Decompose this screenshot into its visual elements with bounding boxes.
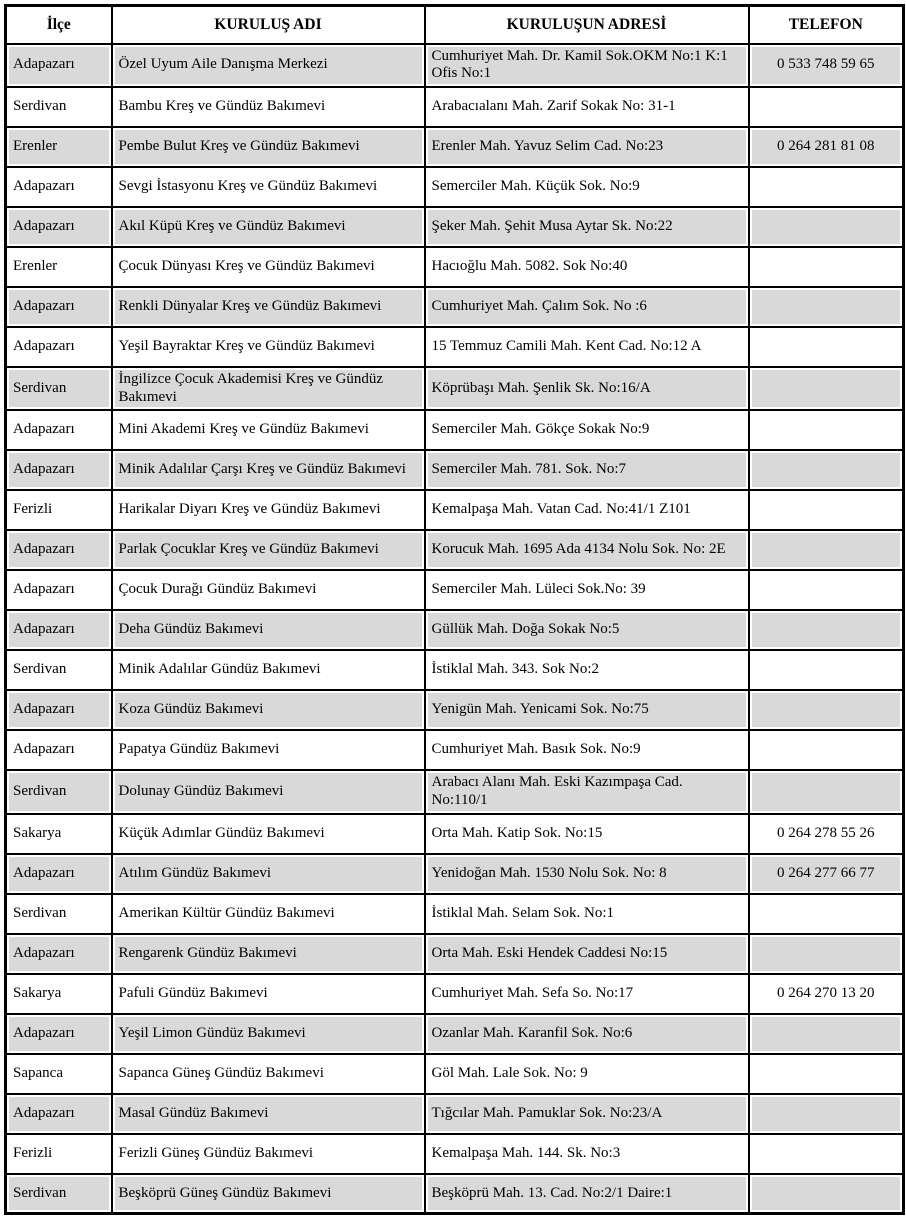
table-row <box>6 770 904 813</box>
cell-institution-name: Pembe Bulut Kreş ve Gündüz Bakımevi <box>112 127 425 167</box>
cell-district: Adapazarı <box>6 1014 112 1054</box>
cell-institution-name: Koza Gündüz Bakımevi <box>112 690 425 730</box>
cell-institution-address: Semerciler Mah. Gökçe Sokak No:9 <box>425 410 749 450</box>
table-row <box>6 934 904 974</box>
cell-institution-name: Parlak Çocuklar Kreş ve Gündüz Bakımevi <box>112 530 425 570</box>
cell-institution-address: Erenler Mah. Yavuz Selim Cad. No:23 <box>425 127 749 167</box>
table-row <box>6 287 904 327</box>
cell-telephone <box>749 770 904 813</box>
header-telephone: TELEFON <box>749 6 904 44</box>
table-row <box>6 1134 904 1174</box>
table-row <box>6 207 904 247</box>
cell-institution-name: Minik Adalılar Gündüz Bakımevi <box>112 650 425 690</box>
cell-institution-address: Cumhuriyet Mah. Çalım Sok. No :6 <box>425 287 749 327</box>
cell-telephone <box>749 410 904 450</box>
cell-telephone <box>749 450 904 490</box>
cell-institution-address: Cumhuriyet Mah. Dr. Kamil Sok.OKM No:1 K:1 Ofis No:1 <box>425 44 749 87</box>
table-row <box>6 814 904 854</box>
cell-district: Adapazarı <box>6 327 112 367</box>
cell-telephone <box>749 1054 904 1094</box>
cell-institution-name: Dolunay Gündüz Bakımevi <box>112 770 425 813</box>
cell-district: Adapazarı <box>6 167 112 207</box>
cell-institution-address: Tığcılar Mah. Pamuklar Sok. No:23/A <box>425 1094 749 1134</box>
cell-district: Serdivan <box>6 770 112 813</box>
table-row <box>6 1094 904 1134</box>
cell-district: Serdivan <box>6 367 112 410</box>
table-header <box>6 6 904 44</box>
cell-district: Sakarya <box>6 974 112 1014</box>
cell-institution-name: Masal Gündüz Bakımevi <box>112 1094 425 1134</box>
cell-district: Serdivan <box>6 650 112 690</box>
table-row <box>6 247 904 287</box>
cell-district: Adapazarı <box>6 1094 112 1134</box>
cell-institution-address: Beşköprü Mah. 13. Cad. No:2/1 Daire:1 <box>425 1174 749 1214</box>
cell-institution-name: Deha Gündüz Bakımevi <box>112 610 425 650</box>
table-body <box>6 44 904 1214</box>
cell-district: Ferizli <box>6 490 112 530</box>
cell-district: Adapazarı <box>6 530 112 570</box>
header-institution-address: KURULUŞUN ADRESİ <box>425 6 749 44</box>
cell-institution-name: Harikalar Diyarı Kreş ve Gündüz Bakımevi <box>112 490 425 530</box>
table-row <box>6 127 904 167</box>
cell-telephone <box>749 610 904 650</box>
table-row <box>6 44 904 87</box>
cell-district: Serdivan <box>6 1174 112 1214</box>
cell-telephone <box>749 894 904 934</box>
cell-telephone: 0 264 270 13 20 <box>749 974 904 1014</box>
cell-telephone <box>749 650 904 690</box>
cell-institution-name: Minik Adalılar Çarşı Kreş ve Gündüz Bakımevi <box>112 450 425 490</box>
table-row <box>6 530 904 570</box>
table-row <box>6 327 904 367</box>
cell-institution-address: Şeker Mah. Şehit Musa Aytar Sk. No:22 <box>425 207 749 247</box>
cell-institution-address: Arabacı Alanı Mah. Eski Kazımpaşa Cad. No:110/1 <box>425 770 749 813</box>
cell-institution-address: Göl Mah. Lale Sok. No: 9 <box>425 1054 749 1094</box>
cell-institution-address: Güllük Mah. Doğa Sokak No:5 <box>425 610 749 650</box>
table-row <box>6 450 904 490</box>
cell-telephone <box>749 730 904 770</box>
cell-telephone: 0 533 748 59 65 <box>749 44 904 87</box>
table-row <box>6 367 904 410</box>
cell-institution-address: Semerciler Mah. Lüleci Sok.No: 39 <box>425 570 749 610</box>
cell-district: Erenler <box>6 127 112 167</box>
cell-telephone <box>749 1134 904 1174</box>
cell-district: Adapazarı <box>6 570 112 610</box>
cell-telephone <box>749 327 904 367</box>
cell-district: Adapazarı <box>6 854 112 894</box>
cell-telephone: 0 264 281 81 08 <box>749 127 904 167</box>
table-row <box>6 1054 904 1094</box>
cell-institution-name: Yeşil Limon Gündüz Bakımevi <box>112 1014 425 1054</box>
cell-institution-name: Çocuk Durağı Gündüz Bakımevi <box>112 570 425 610</box>
cell-district: Adapazarı <box>6 44 112 87</box>
cell-institution-name: Yeşil Bayraktar Kreş ve Gündüz Bakımevi <box>112 327 425 367</box>
cell-telephone <box>749 934 904 974</box>
cell-telephone <box>749 1014 904 1054</box>
cell-telephone <box>749 287 904 327</box>
cell-institution-address: Semerciler Mah. 781. Sok. No:7 <box>425 450 749 490</box>
cell-telephone <box>749 490 904 530</box>
cell-institution-name: Akıl Küpü Kreş ve Gündüz Bakımevi <box>112 207 425 247</box>
cell-institution-name: Papatya Gündüz Bakımevi <box>112 730 425 770</box>
cell-district: Adapazarı <box>6 934 112 974</box>
cell-district: Adapazarı <box>6 730 112 770</box>
table-row <box>6 690 904 730</box>
cell-district: Adapazarı <box>6 287 112 327</box>
cell-institution-address: Kemalpaşa Mah. Vatan Cad. No:41/1 Z101 <box>425 490 749 530</box>
cell-institution-name: Mini Akademi Kreş ve Gündüz Bakımevi <box>112 410 425 450</box>
table-row <box>6 894 904 934</box>
cell-institution-address: Orta Mah. Katip Sok. No:15 <box>425 814 749 854</box>
cell-institution-address: Cumhuriyet Mah. Sefa So. No:17 <box>425 974 749 1014</box>
cell-district: Serdivan <box>6 894 112 934</box>
table-row <box>6 854 904 894</box>
cell-telephone: 0 264 277 66 77 <box>749 854 904 894</box>
cell-institution-address: Yenidoğan Mah. 1530 Nolu Sok. No: 8 <box>425 854 749 894</box>
cell-institution-address: Arabacıalanı Mah. Zarif Sokak No: 31-1 <box>425 87 749 127</box>
cell-telephone <box>749 367 904 410</box>
cell-institution-name: Renkli Dünyalar Kreş ve Gündüz Bakımevi <box>112 287 425 327</box>
cell-district: Adapazarı <box>6 690 112 730</box>
table-row <box>6 650 904 690</box>
cell-institution-address: Ozanlar Mah. Karanfil Sok. No:6 <box>425 1014 749 1054</box>
cell-institution-address: Semerciler Mah. Küçük Sok. No:9 <box>425 167 749 207</box>
table-row <box>6 410 904 450</box>
cell-institution-address: Yenigün Mah. Yenicami Sok. No:75 <box>425 690 749 730</box>
cell-telephone: 0 264 278 55 26 <box>749 814 904 854</box>
cell-institution-name: Ferizli Güneş Gündüz Bakımevi <box>112 1134 425 1174</box>
cell-telephone <box>749 570 904 610</box>
table-row <box>6 1174 904 1214</box>
cell-telephone <box>749 1094 904 1134</box>
cell-institution-address: İstiklal Mah. 343. Sok No:2 <box>425 650 749 690</box>
cell-institution-name: Atılım Gündüz Bakımevi <box>112 854 425 894</box>
table-row <box>6 1014 904 1054</box>
cell-institution-address: İstiklal Mah. Selam Sok. No:1 <box>425 894 749 934</box>
cell-telephone <box>749 530 904 570</box>
cell-institution-name: Çocuk Dünyası Kreş ve Gündüz Bakımevi <box>112 247 425 287</box>
cell-institution-address: Köprübaşı Mah. Şenlik Sk. No:16/A <box>425 367 749 410</box>
cell-institution-address: Korucuk Mah. 1695 Ada 4134 Nolu Sok. No: 2E <box>425 530 749 570</box>
cell-telephone <box>749 247 904 287</box>
cell-telephone <box>749 167 904 207</box>
cell-institution-name: Pafuli Gündüz Bakımevi <box>112 974 425 1014</box>
table-row <box>6 87 904 127</box>
table-row <box>6 610 904 650</box>
cell-institution-name: Bambu Kreş ve Gündüz Bakımevi <box>112 87 425 127</box>
cell-district: Adapazarı <box>6 610 112 650</box>
cell-district: Sakarya <box>6 814 112 854</box>
cell-district: Erenler <box>6 247 112 287</box>
table-row <box>6 570 904 610</box>
cell-institution-name: Beşköprü Güneş Gündüz Bakımevi <box>112 1174 425 1214</box>
table-row <box>6 730 904 770</box>
cell-institution-address: 15 Temmuz Camili Mah. Kent Cad. No:12 A <box>425 327 749 367</box>
cell-institution-address: Cumhuriyet Mah. Basık Sok. No:9 <box>425 730 749 770</box>
cell-district: Adapazarı <box>6 207 112 247</box>
cell-institution-address: Kemalpaşa Mah. 144. Sk. No:3 <box>425 1134 749 1174</box>
cell-district: Sapanca <box>6 1054 112 1094</box>
cell-institution-name: Sevgi İstasyonu Kreş ve Gündüz Bakımevi <box>112 167 425 207</box>
cell-telephone <box>749 1174 904 1214</box>
cell-district: Adapazarı <box>6 450 112 490</box>
cell-institution-name: Küçük Adımlar Gündüz Bakımevi <box>112 814 425 854</box>
cell-institution-name: Rengarenk Gündüz Bakımevi <box>112 934 425 974</box>
cell-telephone <box>749 690 904 730</box>
cell-institution-name: Amerikan Kültür Gündüz Bakımevi <box>112 894 425 934</box>
header-row <box>6 6 904 44</box>
table-row <box>6 490 904 530</box>
cell-telephone <box>749 87 904 127</box>
table-row <box>6 974 904 1014</box>
cell-institution-address: Hacıoğlu Mah. 5082. Sok No:40 <box>425 247 749 287</box>
cell-institution-name: Sapanca Güneş Gündüz Bakımevi <box>112 1054 425 1094</box>
header-district: İlçe <box>6 6 112 44</box>
table-row <box>6 167 904 207</box>
cell-telephone <box>749 207 904 247</box>
cell-institution-address: Orta Mah. Eski Hendek Caddesi No:15 <box>425 934 749 974</box>
header-institution-name: KURULUŞ ADI <box>112 6 425 44</box>
cell-institution-name: İngilizce Çocuk Akademisi Kreş ve Gündüz Bakımevi <box>112 367 425 410</box>
cell-institution-name: Özel Uyum Aile Danışma Merkezi <box>112 44 425 87</box>
cell-district: Serdivan <box>6 87 112 127</box>
cell-district: Ferizli <box>6 1134 112 1174</box>
cell-district: Adapazarı <box>6 410 112 450</box>
daycare-directory-table <box>4 4 905 1215</box>
